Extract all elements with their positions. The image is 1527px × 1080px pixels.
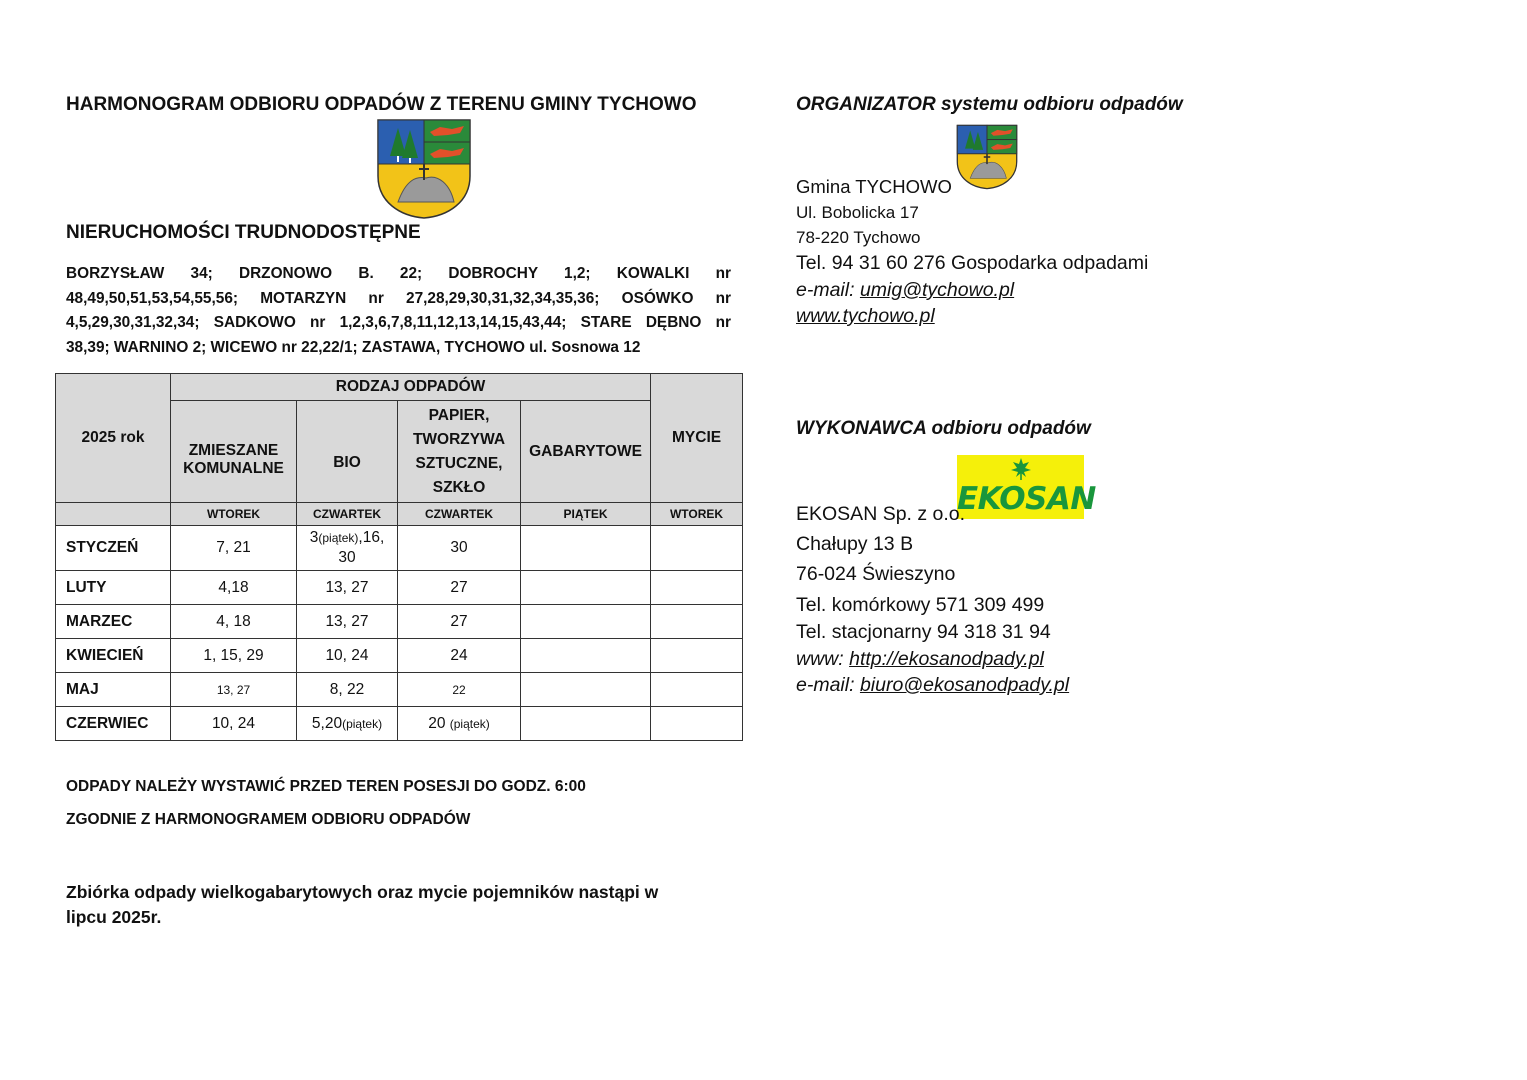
month-cell: MAJ	[56, 673, 171, 707]
address-list	[66, 262, 731, 360]
contractor-website: www: http://ekosanodpady.pl	[796, 648, 1044, 670]
papier-cell: 27	[398, 571, 521, 605]
month-cell: KWIECIEŃ	[56, 639, 171, 673]
gabarytowe-cell	[521, 673, 651, 707]
contractor-mobile: Tel. komórkowy 571 309 499	[796, 594, 1045, 616]
bio-cell: 10, 24	[297, 639, 398, 673]
month-cell: LUTY	[56, 571, 171, 605]
organizer-website-link[interactable]: www.tychowo.pl	[796, 305, 935, 327]
gabarytowe-cell	[521, 707, 651, 741]
bio-cell: 5,20(piątek)	[297, 707, 398, 741]
contractor-email: e-mail: biuro@ekosanodpady.pl	[796, 674, 1070, 696]
mycie-cell	[651, 605, 743, 639]
gabarytowe-cell	[521, 571, 651, 605]
papier-cell: 27	[398, 605, 521, 639]
organizer-email: e-mail: umig@tychowo.pl	[796, 279, 1015, 301]
ekosan-leaf-icon	[1011, 458, 1031, 480]
mieszane-cell: 4,18	[171, 571, 297, 605]
notice-deadline: ODPADY NALEŻY WYSTAWIĆ PRZED TEREN POSESJI DO GODZ. 6:00	[66, 778, 586, 795]
waste-type-header: RODZAJ ODPADÓW	[171, 374, 651, 401]
day-cell: WTOREK	[171, 503, 297, 526]
col-header-bio: BIO	[297, 401, 398, 503]
month-cell: CZERWIEC	[56, 707, 171, 741]
bio-cell: 3(piątek),16, 30	[297, 526, 398, 571]
contractor-heading: WYKONAWCA odbioru odpadów	[796, 418, 1091, 439]
mieszane-cell: 1, 15, 29	[171, 639, 297, 673]
mycie-cell	[651, 673, 743, 707]
table-row	[56, 707, 743, 741]
address-line: BORZYSŁAW 34; DRZONOWO B. 22; DOBROCHY 1,2; KOWALKI nr	[66, 265, 731, 282]
table-row	[56, 605, 743, 639]
papier-cell: 20 (piątek)	[398, 707, 521, 741]
mycie-cell	[651, 639, 743, 673]
col-header-gabarytowe: GABARYTOWE	[521, 401, 651, 503]
table-row	[56, 673, 743, 707]
mieszane-cell: 4, 18	[171, 605, 297, 639]
ekosan-logo	[957, 455, 1096, 519]
organizer-name: Gmina TYCHOWO	[796, 176, 952, 197]
organizer-city: 78-220 Tychowo	[796, 228, 921, 247]
gabarytowe-cell	[521, 639, 651, 673]
contractor-email-link[interactable]: biuro@ekosanodpady.pl	[859, 674, 1070, 696]
tychowo-coat-of-arms-icon	[376, 118, 472, 220]
contractor-street: Chałupy 13 B	[796, 533, 914, 555]
contractor-city: 76-024 Świeszyno	[796, 563, 956, 585]
organizer-email-link[interactable]: umig@tychowo.pl	[859, 279, 1015, 301]
notice-schedule: ZGODNIE Z HARMONOGRAMEM ODBIORU ODPADÓW	[66, 811, 471, 828]
ekosan-logo-text: EKOSAN	[957, 481, 1096, 517]
mieszane-cell: 10, 24	[171, 707, 297, 741]
bio-cell: 8, 22	[297, 673, 398, 707]
mieszane-cell: 13, 27	[171, 673, 297, 707]
organizer-street: Ul. Bobolicka 17	[796, 203, 919, 222]
col-header-papier: PAPIER, TWORZYWA SZTUCZNE, SZKŁO	[398, 401, 521, 503]
organizer-heading: ORGANIZATOR systemu odbioru odpadów	[796, 94, 1183, 115]
day-cell: CZWARTEK	[398, 503, 521, 526]
section-subtitle: NIERUCHOMOŚCI TRUDNODOSTĘPNE	[66, 222, 421, 243]
mycie-cell	[651, 571, 743, 605]
month-cell: MARZEC	[56, 605, 171, 639]
bio-cell: 13, 27	[297, 605, 398, 639]
day-cell: CZWARTEK	[297, 503, 398, 526]
address-line: 4,5,29,30,31,32,34; SADKOWO nr 1,2,3,6,7,8,11,12,13,14,15,43,44; STARE DĘBNO nr	[66, 314, 731, 331]
col-header-mieszane: ZMIESZANE KOMUNALNE	[171, 401, 297, 503]
table-row	[56, 571, 743, 605]
contractor-phone: Tel. stacjonarny 94 318 31 94	[796, 621, 1051, 643]
schedule-table	[55, 373, 743, 741]
col-header-mycie: MYCIE	[651, 374, 743, 503]
table-row	[56, 526, 743, 571]
contractor-name: EKOSAN Sp. z o.o.	[796, 503, 966, 525]
organizer-phone: Tel. 94 31 60 276 Gospodarka odpadami	[796, 252, 1149, 274]
gabarytowe-cell	[521, 526, 651, 571]
year-header: 2025 rok	[56, 374, 171, 503]
papier-cell: 22	[398, 673, 521, 707]
mycie-cell	[651, 526, 743, 571]
document-title: HARMONOGRAM ODBIORU ODPADÓW Z TERENU GMINY TYCHOWO	[66, 94, 697, 115]
address-line: 48,49,50,51,53,54,55,56; MOTARZYN nr 27,28,29,30,31,32,34,35,36; OSÓWKO nr	[66, 289, 731, 307]
bio-cell: 13, 27	[297, 571, 398, 605]
mieszane-cell: 7, 21	[171, 526, 297, 571]
gabarytowe-cell	[521, 605, 651, 639]
notice-bulky-waste: Zbiórka odpady wielkogabarytowych oraz mycie pojemników nastąpi w lipcu 2025r.	[66, 882, 659, 927]
day-cell: WTOREK	[651, 503, 743, 526]
papier-cell: 30	[398, 526, 521, 571]
table-row	[56, 639, 743, 673]
day-cell	[56, 503, 171, 526]
contractor-website-link[interactable]: http://ekosanodpady.pl	[849, 648, 1044, 670]
month-cell: STYCZEŃ	[56, 526, 171, 571]
mycie-cell	[651, 707, 743, 741]
address-line: 38,39; WARNINO 2; WICEWO nr 22,22/1; ZASTAWA, TYCHOWO ul. Sosnowa 12	[66, 338, 641, 356]
tychowo-coat-of-arms-icon	[956, 118, 1018, 196]
papier-cell: 24	[398, 639, 521, 673]
day-cell: PIĄTEK	[521, 503, 651, 526]
